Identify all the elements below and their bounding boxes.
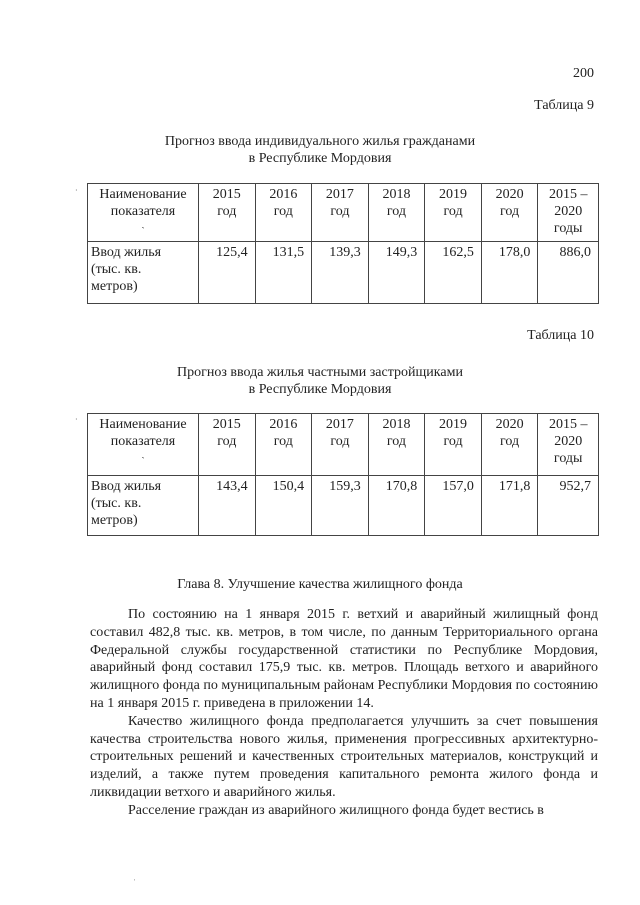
margin-mark: ˈ xyxy=(133,878,136,887)
table-cell: 157,0 xyxy=(425,476,482,536)
table-9-header-2018: 2018 год xyxy=(368,184,425,242)
table-10-header-row xyxy=(88,414,599,476)
paragraph: Качество жилищного фонда предполагается улучшить за счет повышения качества строительства нового жилья, применения прогрессивных архитектурно-строительных решений и качественных строительных материалов, конструкций и изделий, а также путем проведения капитального ремонта жилого фонда и ликвидации ветхого и аварийного жилья. xyxy=(90,713,598,800)
table-cell: 171,8 xyxy=(481,476,538,536)
table-row xyxy=(88,476,599,536)
stray-mark: ˎ xyxy=(141,218,145,229)
table-cell: 952,7 xyxy=(538,476,599,536)
table-cell: 125,4 xyxy=(199,242,256,304)
table-cell: 143,4 xyxy=(199,476,256,536)
table-cell: 886,0 xyxy=(538,242,599,304)
table-10-title-line2: в Республике Мордовия xyxy=(248,382,392,397)
table-10 xyxy=(87,413,599,536)
table-9-header-2019: 2019 год xyxy=(425,184,482,242)
table-cell: 170,8 xyxy=(368,476,425,536)
table-cell: 159,3 xyxy=(312,476,369,536)
table-row xyxy=(88,242,599,304)
table-9-row-name: Ввод жилья (тыс. кв. метров) xyxy=(88,242,199,304)
table-9-title xyxy=(0,133,640,167)
table-cell: 131,5 xyxy=(255,242,312,304)
table-9-label: Таблица 9 xyxy=(534,98,594,113)
table-9-title-line1: Прогноз ввода индивидуального жилья гражданами xyxy=(164,134,476,149)
table-9-title-line2: в Республике Мордовия xyxy=(248,151,392,166)
table-9-header-2020: 2020 год xyxy=(481,184,538,242)
header-name-line2: показателя xyxy=(110,434,176,449)
paragraph: По состоянию на 1 января 2015 г. ветхий и аварийный жилищный фонд составил 482,8 тыс. кв. метров, в том числе, по данным Территориального органа Федеральной службы государственной статистики по Республике Мордовия, аварийный фонд составил 175,9 тыс. кв. метров. Площадь ветхого и аварийного жилищного фонда по муниципальным районам Республики Мордовия по состоянию на 1 января 2015 г. приведена в приложении 14. xyxy=(90,607,598,711)
table-10-header-total: 2015 – 2020 годы xyxy=(538,414,599,476)
chapter-title: Глава 8. Улучшение качества жилищного фонда xyxy=(177,577,463,592)
body-text xyxy=(90,606,598,820)
table-10-label: Таблица 10 xyxy=(527,328,594,343)
table-10-header-2019: 2019 год xyxy=(425,414,482,476)
table-9-header-2017: 2017 год xyxy=(312,184,369,242)
table-9-header-2015: 2015 год xyxy=(199,184,256,242)
table-9-header-row xyxy=(88,184,599,242)
margin-mark: · xyxy=(75,415,78,424)
table-cell: 162,5 xyxy=(425,242,482,304)
table-cell: 139,3 xyxy=(312,242,369,304)
margin-mark: · xyxy=(75,186,78,195)
table-10-header-2016: 2016 год xyxy=(255,414,312,476)
table-10-title-line1: Прогноз ввода жилья частными застройщиками xyxy=(177,365,463,380)
stray-mark: ˎ xyxy=(141,448,145,459)
table-cell: 150,4 xyxy=(255,476,312,536)
table-10-title xyxy=(0,364,640,398)
page-number: 200 xyxy=(573,66,594,81)
table-10-header-name xyxy=(88,414,199,476)
header-name-line1: Наименование xyxy=(99,417,187,432)
table-9 xyxy=(87,183,599,304)
header-name-line1: Наименование xyxy=(99,187,187,202)
table-10-header-2018: 2018 год xyxy=(368,414,425,476)
table-10-header-2020: 2020 год xyxy=(481,414,538,476)
table-10-header-2015: 2015 год xyxy=(199,414,256,476)
table-cell: 149,3 xyxy=(368,242,425,304)
table-10-row-name: Ввод жилья (тыс. кв. метров) xyxy=(88,476,199,536)
table-10-header-2017: 2017 год xyxy=(312,414,369,476)
table-9-header-total: 2015 – 2020 годы xyxy=(538,184,599,242)
table-9-header-name xyxy=(88,184,199,242)
table-9-header-2016: 2016 год xyxy=(255,184,312,242)
paragraph: Расселение граждан из аварийного жилищного фонда будет вестись в xyxy=(128,802,544,818)
header-name-line2: показателя xyxy=(110,204,176,219)
table-cell: 178,0 xyxy=(481,242,538,304)
